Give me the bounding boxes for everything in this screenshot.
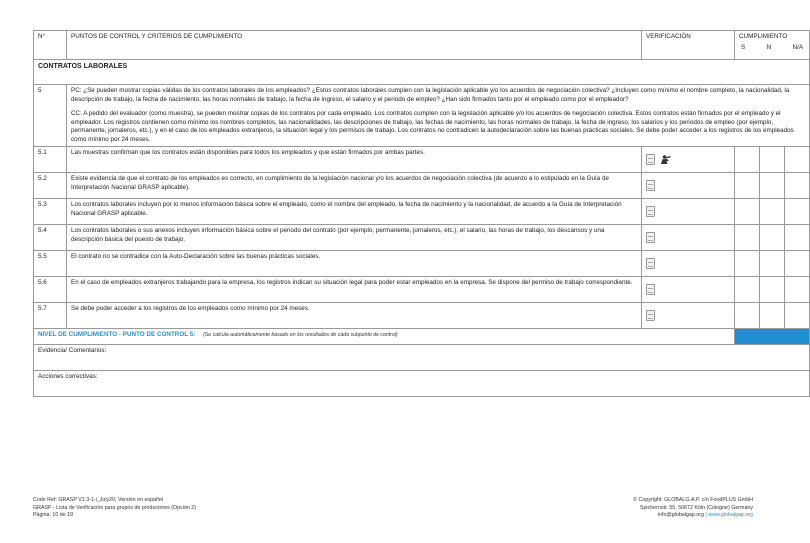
subpoints-body — [34, 147, 810, 329]
footer-address: Spichernstr. 55, 50672 Köln (Cologne) Germany — [639, 504, 753, 511]
footer-right — [633, 497, 753, 520]
header-na: N/A — [792, 43, 804, 51]
subpoint-number: 5.3 — [34, 199, 67, 225]
compliance-s-cell[interactable] — [735, 277, 760, 303]
compliance-s-cell[interactable] — [735, 225, 760, 251]
compliance-na-cell[interactable] — [785, 173, 810, 199]
subpoint-number: 5.1 — [34, 147, 67, 173]
header-n: N — [766, 43, 772, 51]
verification-cell — [642, 199, 735, 225]
verification-cell — [642, 147, 735, 173]
footer-doc-title: GRASP - Lista de Verificación para grupos de productores (Opción 2) — [33, 504, 197, 511]
document-icon — [646, 206, 655, 217]
compliance-s-cell[interactable] — [735, 173, 760, 199]
subpoint-text: En el caso de empleados extranjeros trabajando para la empresa, los registros indican su situación legal para poder estar empleados en la empresa. Se dispone del permiso de trabajo correspondiente. — [67, 277, 642, 303]
compliance-n-cell[interactable] — [760, 277, 785, 303]
subpoint-text: El contrato no se contradice con la Auto-Declaración sobre las buenas prácticas sociales. — [67, 251, 642, 277]
compliance-na-cell[interactable] — [785, 303, 810, 329]
subpoint-number: 5.6 — [34, 277, 67, 303]
subpoint-text: Los contratos laborales incluyen por lo menos información básica sobre el empleado, como el nombre del empleado, la fecha de nacimiento y la nacionalidad, de acuerdo a la Guía de Interpretación Nacional GRASP aplicable. — [67, 199, 642, 225]
verification-cell — [642, 303, 735, 329]
compliance-na-cell[interactable] — [785, 277, 810, 303]
footer-page-number: Página: 10 de 19 — [33, 512, 74, 519]
document-icon — [646, 284, 655, 295]
evidence-row — [34, 345, 810, 371]
control-point-text — [67, 85, 810, 147]
table-row — [34, 199, 810, 225]
table-row — [34, 173, 810, 199]
control-point-question: PC: ¿Se pueden mostrar copias válidas de los contratos laborales de los empleados? ¿Estos contratos laborales cumplen con la legislación aplicable y/o los acuerdos de negociación colectiva? ¿Incluyen como mínimo el nombre completo, la nacionalidad, la descripción de trabajo, la fecha de nacimiento, las horas normales de trabajo, la fecha de ingreso, el salario y el periodo de empleo? ¿Han sido firmados tanto por el empleado como por el empleador? — [71, 87, 790, 103]
compliance-s-cell[interactable] — [735, 303, 760, 329]
table-row — [34, 277, 810, 303]
verification-cell — [642, 251, 735, 277]
document-icon — [646, 154, 655, 165]
compliance-level-row — [34, 329, 810, 345]
subpoint-number: 5.7 — [34, 303, 67, 329]
compliance-s-cell[interactable] — [735, 251, 760, 277]
table-header — [34, 31, 810, 60]
document-icon — [646, 232, 655, 243]
evidence-comments-field[interactable]: Evidencia/ Comentarios: — [34, 345, 810, 371]
compliance-n-cell[interactable] — [760, 251, 785, 277]
compliance-s-cell[interactable] — [735, 147, 760, 173]
subpoint-text: Las muestras confirman que los contratos están disponibles para todos los empleados y que están firmados por ambas partes. — [67, 147, 642, 173]
verification-cell — [642, 173, 735, 199]
compliance-na-cell[interactable] — [785, 251, 810, 277]
person-icon — [660, 155, 671, 164]
footer-code-ref: Code Ref: GRASP V1.3-1-i_July20; Versión en español — [33, 497, 164, 503]
document-icon — [646, 258, 655, 269]
table-row — [34, 225, 810, 251]
compliance-level-label: NIVEL DE CUMPLIMIENTO - PUNTO DE CONTROL 5: — [38, 331, 196, 338]
document-icon — [646, 180, 655, 191]
footer-contact — [633, 512, 753, 520]
footer-email: info@globalgap.org — [657, 512, 704, 519]
compliance-criteria: CC: A pedido del evaluador (como muestra), se pueden mostrar copias de los contratos por cada empleado. Los contratos cumplen con la legislación aplicable y/o los acuerdos de negociación colectiva. Estos contratos están firmados por el empleado y el empleador. Los registros contienen como mínimo los nombres completos, las nacionalidades, las descripciones de trabajo, las fechas de nacimiento, las horas normales de trabajo, la fecha de ingreso, los salarios y los periodos de empleo (por ejemplo, permanente, jornaleros, etc.), y en el caso de los empleados extranjeros, la situación legal y los permisos de trabajo. Los contratos no contradicen la autodeclaración sobre las buenas prácticas sociales. Se debe poder acceder a los registros de los empleados como mínimo por 24 meses. — [71, 110, 794, 143]
compliance-na-cell[interactable] — [785, 225, 810, 251]
compliance-level-note: (Se calcula automáticamente basado en los resultados de cada subpunto de control) — [203, 332, 398, 338]
header-control-points: PUNTOS DE CONTROL Y CRITERIOS DE CUMPLIMIENTO — [67, 31, 642, 60]
subpoint-number: 5.5 — [34, 251, 67, 277]
subpoint-number: 5.4 — [34, 225, 67, 251]
subpoint-text: Los contratos laborales o sus anexos incluyen información básica sobre el periodo del contrato (por ejemplo, permanente, jornaleros, etc.), el salario, las horas de trabajo, los descansos y una descripción básica del puesto de trabajo. — [67, 225, 642, 251]
header-compliance — [735, 31, 810, 60]
compliance-na-cell[interactable] — [785, 199, 810, 225]
compliance-n-cell[interactable] — [760, 147, 785, 173]
control-point-row — [34, 85, 810, 147]
table-row — [34, 303, 810, 329]
compliance-n-cell[interactable] — [760, 173, 785, 199]
compliance-na-cell[interactable] — [785, 147, 810, 173]
table-row — [34, 147, 810, 173]
header-compliance-label: CUMPLIMIENTO — [739, 33, 788, 40]
corrective-actions-field[interactable]: Acciones correctivas: — [34, 371, 810, 397]
section-title: CONTRATOS LABORALES — [34, 60, 810, 85]
subpoint-text: Se debe poder acceder a los registros de los empleados como mínimo por 24 meses. — [67, 303, 642, 329]
header-verification: VERIFICACIÓN — [642, 31, 735, 60]
header-number: N° — [34, 31, 67, 60]
table-row — [34, 251, 810, 277]
compliance-n-cell[interactable] — [760, 303, 785, 329]
compliance-level-result — [735, 329, 810, 345]
subpoint-text: Existe evidencia de que el contrato de los empleados es correcto, en cumplimiento de la legislación nacional y/o los acuerdos de negociación colectiva (de acuerdo a lo estipulado en la Guía de Interpretación Nacional GRASP aplicable). — [67, 173, 642, 199]
compliance-s-cell[interactable] — [735, 199, 760, 225]
compliance-level-cell — [34, 329, 735, 345]
header-s: S — [741, 43, 746, 51]
document-icon — [646, 310, 655, 321]
verification-cell — [642, 225, 735, 251]
compliance-n-cell[interactable] — [760, 199, 785, 225]
subpoint-number: 5.2 — [34, 173, 67, 199]
footer-copyright: © Copyright: GLOBALG.A.P. c/o FoodPLUS GmbH — [633, 497, 753, 503]
footer-left — [33, 497, 196, 520]
checklist-table — [33, 30, 810, 397]
footer-website-link[interactable]: www.globalgap.org — [708, 512, 753, 519]
corrective-actions-row — [34, 371, 810, 397]
compliance-n-cell[interactable] — [760, 225, 785, 251]
control-point-number: 5 — [34, 85, 67, 147]
footer-separator: | — [703, 512, 709, 519]
header-compliance-subheads — [739, 42, 805, 53]
section-row — [34, 60, 810, 85]
verification-cell — [642, 277, 735, 303]
